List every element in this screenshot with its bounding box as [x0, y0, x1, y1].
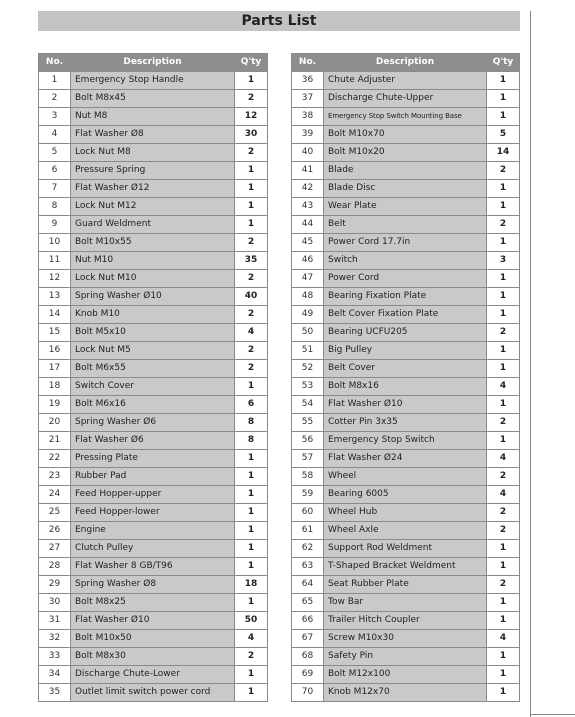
header-description: Description [324, 54, 487, 72]
part-description: Wheel [324, 468, 487, 486]
part-description: Belt [324, 216, 487, 234]
part-description: Bolt M10x70 [324, 126, 487, 144]
part-description: Lock Nut M12 [71, 198, 235, 216]
part-description: Emergency Stop Switch [324, 432, 487, 450]
part-quantity: 4 [235, 630, 268, 648]
table-row [292, 594, 520, 612]
header-description: Description [71, 54, 235, 72]
table-row [39, 324, 268, 342]
part-description: Discharge Chute-Lower [71, 666, 235, 684]
part-number: 61 [292, 522, 324, 540]
part-description: Bolt M10x55 [71, 234, 235, 252]
part-description: Lock Nut M10 [71, 270, 235, 288]
part-quantity: 1 [487, 432, 520, 450]
part-number: 46 [292, 252, 324, 270]
part-quantity: 1 [487, 558, 520, 576]
table-row [292, 666, 520, 684]
table-row [39, 180, 268, 198]
part-number: 19 [39, 396, 71, 414]
part-quantity: 1 [235, 684, 268, 702]
part-description: Lock Nut M5 [71, 342, 235, 360]
table-row [39, 540, 268, 558]
part-number: 23 [39, 468, 71, 486]
part-description: Bearing UCFU205 [324, 324, 487, 342]
part-number: 18 [39, 378, 71, 396]
part-quantity: 1 [487, 540, 520, 558]
part-number: 56 [292, 432, 324, 450]
part-number: 41 [292, 162, 324, 180]
table-row [39, 450, 268, 468]
part-description: Flat Washer Ø10 [324, 396, 487, 414]
part-quantity: 1 [235, 198, 268, 216]
table-row [39, 648, 268, 666]
header-no: No. [39, 54, 71, 72]
table-row [39, 342, 268, 360]
part-number: 49 [292, 306, 324, 324]
part-description: Flat Washer Ø10 [71, 612, 235, 630]
part-quantity: 2 [235, 342, 268, 360]
table-row [292, 504, 520, 522]
table-row [292, 396, 520, 414]
part-description: Belt Cover [324, 360, 487, 378]
part-number: 4 [39, 126, 71, 144]
part-quantity: 2 [487, 414, 520, 432]
part-description: Safety Pin [324, 648, 487, 666]
part-description: Bolt M6x55 [71, 360, 235, 378]
table-row [39, 378, 268, 396]
part-number: 12 [39, 270, 71, 288]
part-number: 27 [39, 540, 71, 558]
table-row [292, 360, 520, 378]
part-number: 55 [292, 414, 324, 432]
part-quantity: 1 [235, 450, 268, 468]
table-row [292, 126, 520, 144]
part-number: 43 [292, 198, 324, 216]
part-number: 3 [39, 108, 71, 126]
part-description: Big Pulley [324, 342, 487, 360]
corner-rule [531, 714, 575, 715]
part-quantity: 40 [235, 288, 268, 306]
parts-table-right [291, 53, 520, 702]
part-number: 34 [39, 666, 71, 684]
part-quantity: 2 [487, 324, 520, 342]
part-number: 15 [39, 324, 71, 342]
table-row [292, 684, 520, 702]
part-description: Bolt M6x16 [71, 396, 235, 414]
part-description: Nut M10 [71, 252, 235, 270]
part-quantity: 5 [487, 126, 520, 144]
part-quantity: 4 [487, 630, 520, 648]
part-quantity: 2 [235, 270, 268, 288]
part-description: Power Cord 17.7in [324, 234, 487, 252]
part-number: 21 [39, 432, 71, 450]
part-description: Bolt M8x30 [71, 648, 235, 666]
part-quantity: 4 [487, 486, 520, 504]
part-number: 54 [292, 396, 324, 414]
table-row [39, 666, 268, 684]
part-description: Bearing 6005 [324, 486, 487, 504]
part-number: 68 [292, 648, 324, 666]
part-quantity: 3 [487, 252, 520, 270]
part-number: 16 [39, 342, 71, 360]
table-row [292, 108, 520, 126]
part-quantity: 2 [235, 306, 268, 324]
part-description: Feed Hopper-upper [71, 486, 235, 504]
table-row [39, 72, 268, 90]
table-row [292, 486, 520, 504]
part-quantity: 1 [235, 378, 268, 396]
part-description: Flat Washer 8 GB/T96 [71, 558, 235, 576]
part-quantity: 1 [487, 198, 520, 216]
part-description: Support Rod Weldment [324, 540, 487, 558]
part-quantity: 2 [235, 234, 268, 252]
part-number: 52 [292, 360, 324, 378]
part-number: 50 [292, 324, 324, 342]
part-quantity: 1 [487, 360, 520, 378]
part-quantity: 1 [487, 684, 520, 702]
part-quantity: 1 [487, 72, 520, 90]
table-row [39, 594, 268, 612]
part-description: Spring Washer Ø8 [71, 576, 235, 594]
part-quantity: 2 [487, 216, 520, 234]
part-description: Spring Washer Ø10 [71, 288, 235, 306]
table-row [39, 504, 268, 522]
part-description: Blade Disc [324, 180, 487, 198]
part-description: Emergency Stop Handle [71, 72, 235, 90]
part-number: 58 [292, 468, 324, 486]
table-row [292, 468, 520, 486]
table-row [292, 252, 520, 270]
table-row [292, 288, 520, 306]
part-number: 53 [292, 378, 324, 396]
part-quantity: 2 [487, 504, 520, 522]
part-quantity: 4 [487, 450, 520, 468]
part-description: Switch [324, 252, 487, 270]
part-quantity: 35 [235, 252, 268, 270]
table-row [292, 522, 520, 540]
table-row [39, 468, 268, 486]
part-quantity: 1 [487, 342, 520, 360]
part-quantity: 1 [235, 504, 268, 522]
part-number: 30 [39, 594, 71, 612]
part-number: 8 [39, 198, 71, 216]
table-row [39, 630, 268, 648]
part-description: Spring Washer Ø6 [71, 414, 235, 432]
part-description: Flat Washer Ø12 [71, 180, 235, 198]
table-row [39, 306, 268, 324]
part-description: Tow Bar [324, 594, 487, 612]
table-row [292, 576, 520, 594]
part-number: 51 [292, 342, 324, 360]
part-description: Rubber Pad [71, 468, 235, 486]
part-description: Blade [324, 162, 487, 180]
part-description: Knob M12x70 [324, 684, 487, 702]
table-row [39, 684, 268, 702]
table-row [39, 414, 268, 432]
part-quantity: 1 [235, 558, 268, 576]
part-quantity: 1 [487, 108, 520, 126]
part-quantity: 1 [487, 666, 520, 684]
part-quantity: 2 [487, 162, 520, 180]
part-number: 26 [39, 522, 71, 540]
table-row [292, 630, 520, 648]
part-number: 10 [39, 234, 71, 252]
part-quantity: 6 [235, 396, 268, 414]
part-quantity: 2 [235, 648, 268, 666]
table-row [292, 342, 520, 360]
part-number: 1 [39, 72, 71, 90]
part-number: 9 [39, 216, 71, 234]
part-number: 62 [292, 540, 324, 558]
part-description: Clutch Pulley [71, 540, 235, 558]
table-row [39, 522, 268, 540]
part-quantity: 1 [487, 396, 520, 414]
part-description: Bolt M8x45 [71, 90, 235, 108]
part-quantity: 18 [235, 576, 268, 594]
part-quantity: 2 [487, 576, 520, 594]
part-description: Pressure Spring [71, 162, 235, 180]
part-quantity: 4 [487, 378, 520, 396]
table-row [292, 648, 520, 666]
part-description: Wheel Axle [324, 522, 487, 540]
part-number: 28 [39, 558, 71, 576]
parts-rows-right [292, 72, 520, 702]
part-description: Lock Nut M8 [71, 144, 235, 162]
table-row [39, 252, 268, 270]
part-number: 60 [292, 504, 324, 522]
table-row [39, 234, 268, 252]
margin-rule [530, 11, 531, 717]
part-quantity: 1 [487, 306, 520, 324]
table-row [39, 612, 268, 630]
part-description: T-Shaped Bracket Weldment [324, 558, 487, 576]
table-row [39, 288, 268, 306]
part-description: Engine [71, 522, 235, 540]
table-row [39, 396, 268, 414]
part-description: Wear Plate [324, 198, 487, 216]
table-row [39, 198, 268, 216]
part-number: 57 [292, 450, 324, 468]
part-quantity: 2 [235, 90, 268, 108]
part-number: 6 [39, 162, 71, 180]
part-number: 66 [292, 612, 324, 630]
part-number: 31 [39, 612, 71, 630]
part-quantity: 1 [487, 234, 520, 252]
part-description: Discharge Chute-Upper [324, 90, 487, 108]
part-description: Flat Washer Ø6 [71, 432, 235, 450]
part-quantity: 1 [235, 594, 268, 612]
part-quantity: 1 [235, 540, 268, 558]
part-quantity: 1 [487, 594, 520, 612]
part-description: Nut M8 [71, 108, 235, 126]
part-number: 14 [39, 306, 71, 324]
page-title: Parts List [38, 11, 520, 31]
part-number: 32 [39, 630, 71, 648]
part-number: 48 [292, 288, 324, 306]
table-row [39, 144, 268, 162]
part-number: 29 [39, 576, 71, 594]
part-number: 67 [292, 630, 324, 648]
part-number: 35 [39, 684, 71, 702]
part-quantity: 8 [235, 432, 268, 450]
part-number: 59 [292, 486, 324, 504]
part-number: 44 [292, 216, 324, 234]
part-description: Power Cord [324, 270, 487, 288]
part-number: 65 [292, 594, 324, 612]
part-quantity: 1 [235, 72, 268, 90]
part-description: Switch Cover [71, 378, 235, 396]
part-description: Pressing Plate [71, 450, 235, 468]
part-number: 38 [292, 108, 324, 126]
table-row [292, 540, 520, 558]
part-description: Flat Washer Ø24 [324, 450, 487, 468]
part-number: 5 [39, 144, 71, 162]
part-description: Outlet limit switch power cord [71, 684, 235, 702]
part-description: Bolt M5x10 [71, 324, 235, 342]
part-description: Feed Hopper-lower [71, 504, 235, 522]
part-quantity: 1 [487, 288, 520, 306]
table-row [292, 558, 520, 576]
part-quantity: 12 [235, 108, 268, 126]
part-description: Bolt M10x50 [71, 630, 235, 648]
part-description: Trailer Hitch Coupler [324, 612, 487, 630]
part-description: Wheel Hub [324, 504, 487, 522]
table-row [292, 90, 520, 108]
header-row [292, 54, 520, 72]
part-quantity: 1 [487, 648, 520, 666]
part-description: Knob M10 [71, 306, 235, 324]
part-description: Bolt M10x20 [324, 144, 487, 162]
part-number: 45 [292, 234, 324, 252]
part-number: 42 [292, 180, 324, 198]
part-description: Flat Washer Ø8 [71, 126, 235, 144]
part-number: 11 [39, 252, 71, 270]
part-description: Bearing Fixation Plate [324, 288, 487, 306]
table-row [39, 432, 268, 450]
part-number: 22 [39, 450, 71, 468]
part-quantity: 2 [487, 522, 520, 540]
part-quantity: 1 [235, 216, 268, 234]
header-no: No. [292, 54, 324, 72]
part-description: Chute Adjuster [324, 72, 487, 90]
part-quantity: 1 [487, 270, 520, 288]
part-quantity: 2 [487, 468, 520, 486]
part-number: 39 [292, 126, 324, 144]
part-description: Emergency Stop Switch Mounting Base [324, 108, 487, 126]
part-number: 33 [39, 648, 71, 666]
part-number: 24 [39, 486, 71, 504]
table-row [39, 216, 268, 234]
part-number: 63 [292, 558, 324, 576]
part-number: 70 [292, 684, 324, 702]
table-row [292, 306, 520, 324]
part-description: Belt Cover Fixation Plate [324, 306, 487, 324]
part-quantity: 1 [487, 612, 520, 630]
part-number: 37 [292, 90, 324, 108]
part-quantity: 1 [235, 162, 268, 180]
part-number: 7 [39, 180, 71, 198]
part-number: 17 [39, 360, 71, 378]
part-description: Bolt M8x25 [71, 594, 235, 612]
part-number: 47 [292, 270, 324, 288]
part-description: Guard Weldment [71, 216, 235, 234]
table-row [39, 558, 268, 576]
part-quantity: 14 [487, 144, 520, 162]
parts-rows-left [39, 72, 268, 702]
part-description: Screw M10x30 [324, 630, 487, 648]
part-number: 64 [292, 576, 324, 594]
part-quantity: 4 [235, 324, 268, 342]
parts-table-left [38, 53, 268, 702]
header-qty: Q'ty [487, 54, 520, 72]
part-quantity: 1 [235, 666, 268, 684]
header-row [39, 54, 268, 72]
part-number: 69 [292, 666, 324, 684]
table-row [292, 612, 520, 630]
part-quantity: 1 [235, 522, 268, 540]
part-number: 25 [39, 504, 71, 522]
part-number: 2 [39, 90, 71, 108]
table-row [39, 162, 268, 180]
table-row [39, 126, 268, 144]
table-row [292, 324, 520, 342]
part-quantity: 8 [235, 414, 268, 432]
part-description: Seat Rubber Plate [324, 576, 487, 594]
table-row [292, 234, 520, 252]
part-quantity: 1 [235, 180, 268, 198]
table-row [292, 180, 520, 198]
table-row [292, 378, 520, 396]
part-quantity: 2 [235, 144, 268, 162]
part-number: 40 [292, 144, 324, 162]
table-row [39, 270, 268, 288]
table-row [292, 414, 520, 432]
part-description: Bolt M8x16 [324, 378, 487, 396]
part-number: 36 [292, 72, 324, 90]
part-quantity: 1 [487, 180, 520, 198]
part-quantity: 1 [235, 468, 268, 486]
table-row [292, 216, 520, 234]
table-row [292, 162, 520, 180]
table-row [292, 270, 520, 288]
table-row [292, 72, 520, 90]
part-quantity: 1 [235, 486, 268, 504]
header-qty: Q'ty [235, 54, 268, 72]
part-description: Cotter Pin 3x35 [324, 414, 487, 432]
part-quantity: 1 [487, 90, 520, 108]
table-row [292, 432, 520, 450]
part-quantity: 30 [235, 126, 268, 144]
part-quantity: 50 [235, 612, 268, 630]
table-row [292, 450, 520, 468]
part-number: 20 [39, 414, 71, 432]
part-number: 13 [39, 288, 71, 306]
table-row [292, 144, 520, 162]
table-row [39, 360, 268, 378]
table-row [39, 486, 268, 504]
table-row [39, 90, 268, 108]
table-row [39, 108, 268, 126]
part-quantity: 2 [235, 360, 268, 378]
table-row [292, 198, 520, 216]
part-description: Bolt M12x100 [324, 666, 487, 684]
table-row [39, 576, 268, 594]
